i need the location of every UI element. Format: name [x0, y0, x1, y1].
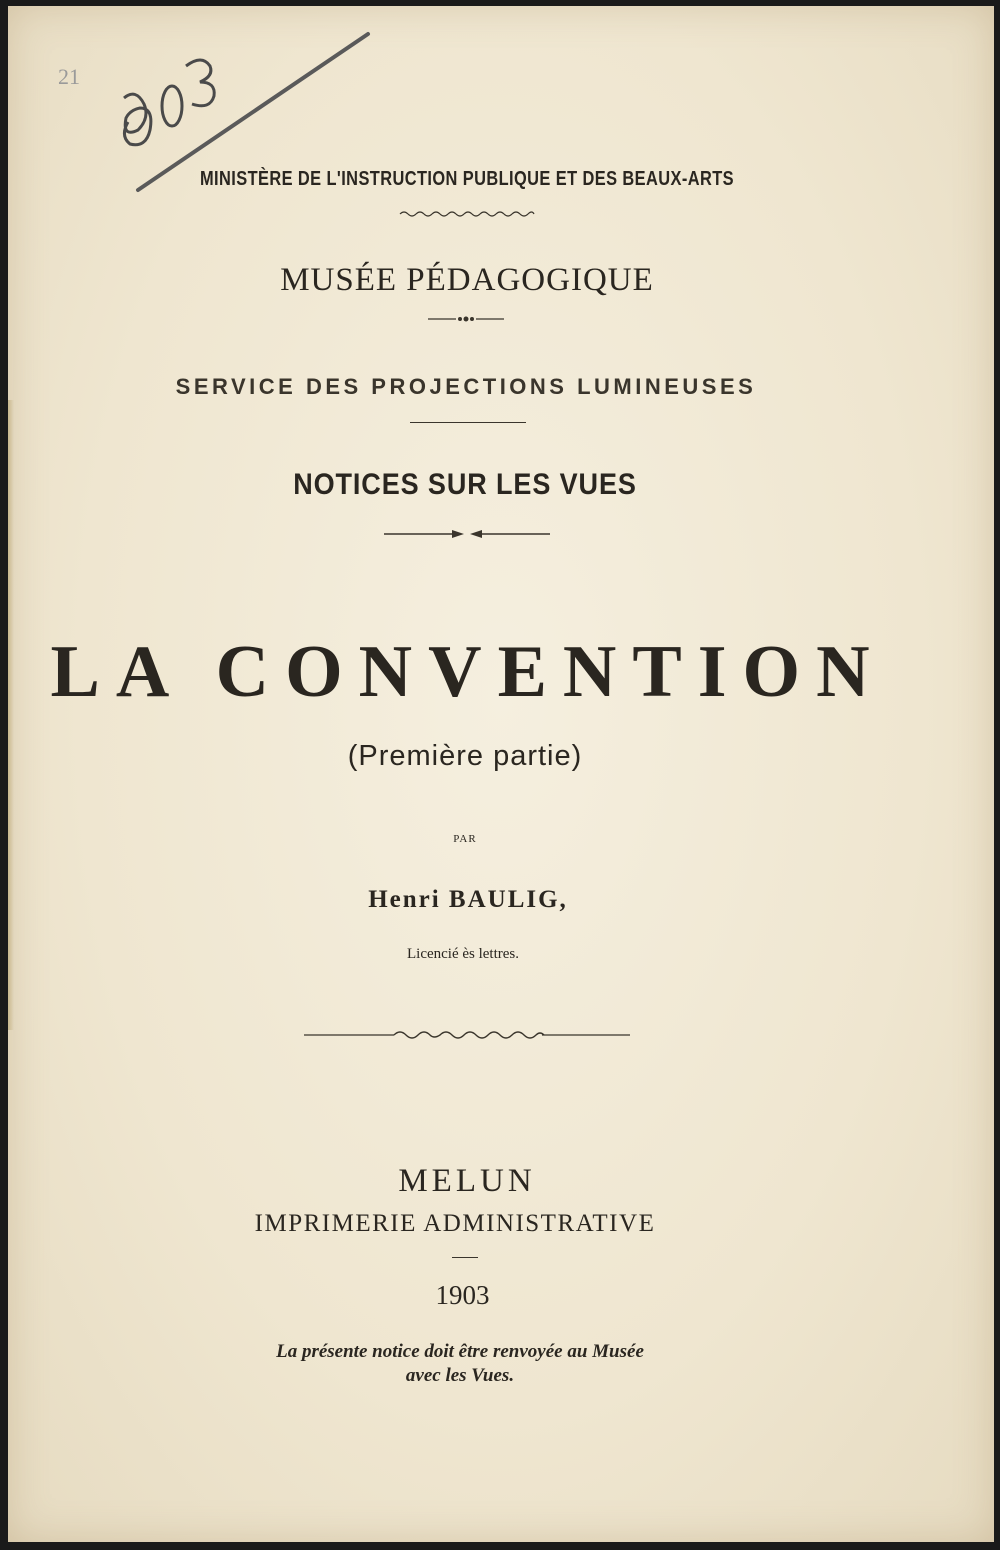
dot-rule-ornament: [428, 313, 504, 325]
page-fold-shadow: [8, 400, 14, 1030]
by-label: PAR: [453, 833, 477, 845]
document-title: LA CONVENTION: [50, 631, 886, 713]
return-notice-line2: avec les Vues.: [405, 1365, 515, 1386]
document-subtitle: (Première partie): [347, 740, 583, 772]
wavy-rule-ornament: [400, 208, 534, 220]
document-page: [8, 6, 994, 1542]
return-notice-line1: La présente notice doit être renvoyée au Musée: [276, 1341, 644, 1362]
museum-heading: MUSÉE PÉDAGOGIQUE: [280, 262, 654, 298]
author-name: Henri BAULIG,: [368, 886, 568, 913]
imprint-year: 1903: [435, 1280, 490, 1310]
imprint-city: MELUN: [398, 1163, 536, 1199]
ministry-line: MINISTÈRE DE L'INSTRUCTION PUBLIQUE ET DES BEAUX-ARTS: [199, 168, 735, 190]
service-underline: [410, 422, 526, 423]
arrow-rule-ornament: [384, 527, 550, 541]
series-heading: NOTICES SUR LES VUES: [293, 468, 637, 501]
margin-number: 21: [58, 64, 80, 89]
imprint-printer: IMPRIMERIE ADMINISTRATIVE: [254, 1210, 656, 1237]
return-notice: [0, 1340, 920, 1388]
imprint-dash: [452, 1257, 478, 1258]
flourish-rule-ornament: [304, 1026, 630, 1044]
service-heading: SERVICE DES PROJECTIONS LUMINEUSES: [175, 374, 757, 399]
author-degree: Licencié ès lettres.: [406, 946, 520, 962]
